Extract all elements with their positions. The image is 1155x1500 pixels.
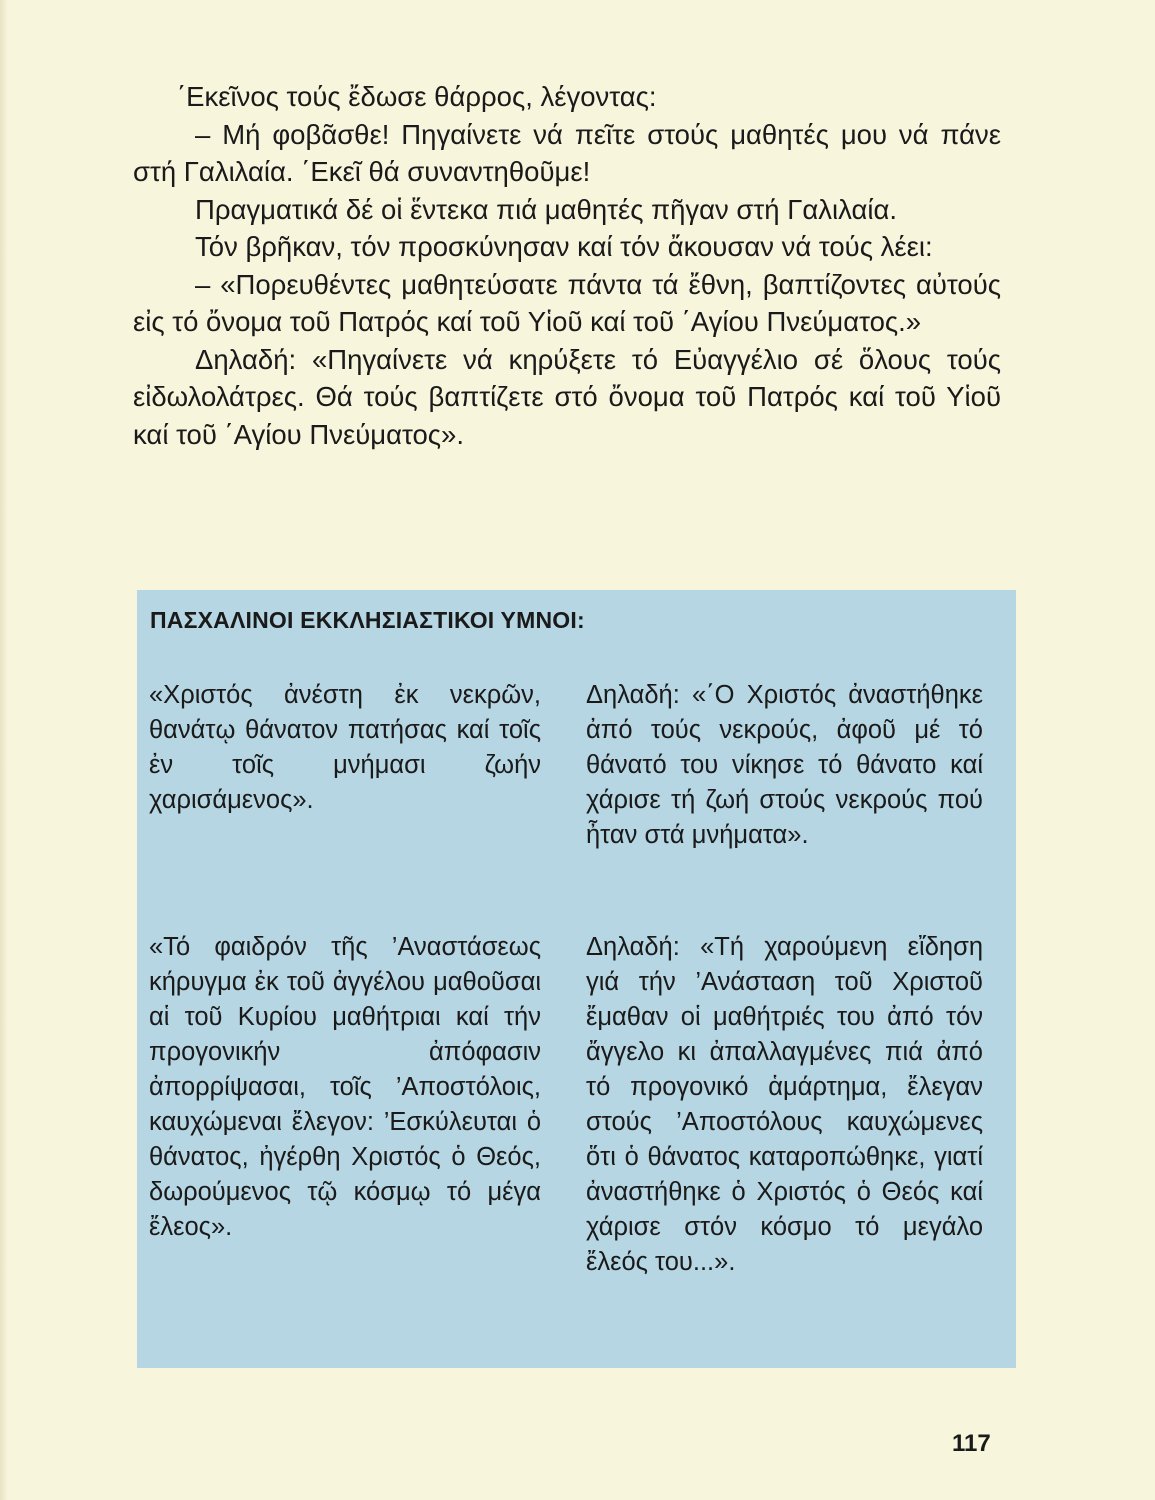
intro-paragraph: ΄Εκεῖνος τούς ἔδωσε θάρρος, λέγοντας: <box>177 81 657 112</box>
hymn-translation-column <box>586 930 983 1280</box>
page-number: 117 <box>952 1430 991 1457</box>
intro-paragraph: Πραγματικά δέ οἱ ἕντεκα πιά μαθητές πῆγαν στή Γαλιλαία. <box>195 193 897 225</box>
hymn-original-column <box>149 930 541 1245</box>
hymn-translation-text: Δηλαδή: «΄Ο Χριστός ἀναστήθηκε ἀπό τούς νεκρούς, ἀφοῦ μέ τό θάνατό του νίκησε τό θάνατο καί χάρισε τή ζωή στούς νεκρούς πού ἦταν στά μνήματα». <box>586 681 983 849</box>
hymn-translation-text: Δηλαδή: «Τή χαρούμενη εἴδηση γιά τήν ’Ανάσταση τοῦ Χριστοῦ ἔμαθαν οἱ μαθήτριές του ἀπό τόν ἄγγελο κι ἀπαλλαγμένες πιά ἀπό τό προγονικό ἁμάρτημα, ἔλεγαν στούς ’Αποστόλους καυχώμενες ὅτι ὁ θάνατος καταροπώθηκε, γιατί ἀναστήθηκε ὁ Χριστός ὁ Θεός καί χάρισε στόν κόσμο τό μεγάλο ἔλεός του...». <box>586 933 983 1276</box>
hymn-original-column <box>149 678 541 818</box>
easter-hymns-box <box>137 590 1016 1368</box>
intro-text <box>133 78 1001 453</box>
intro-paragraph: Δηλαδή: «Πηγαίνετε νά κηρύξετε τό Εὐαγγέλιο σέ ὅλους τούς εἰδωλολάτρες. Θά τούς βαπτίζετε στό ὄνομα τοῦ Πατρός καί τοῦ Υἱοῦ καί τοῦ ΄Αγίου Πνεύματος». <box>133 343 1001 450</box>
hymns-heading: ΠΑΣΧΑΛΙΝΟΙ ΕΚΚΛΗΣΙΑΣΤΙΚΟΙ ΥΜΝΟΙ: <box>150 607 585 633</box>
hymn-original-text: «Χριστός ἀνέστη ἐκ νεκρῶν, θανάτῳ θάνατον πατήσας καί τοῖς ἐν τοῖς μνήμασι ζωήν χαρισάμενος». <box>149 681 541 814</box>
hymn-original-text: «Τό φαιδρόν τῆς ’Αναστάσεως κήρυγμα ἐκ τοῦ ἀγγέλου μαθοῦσαι αἱ τοῦ Κυρίου μαθήτριαι καί τήν προγονικήν ἀπόφασιν ἀπορρίψασαι, τοῖς ’Αποστόλοις, καυχώμεναι ἔλεγον: ’Εσκύλευται ὁ θάνατος, ἠγέρθη Χριστός ὁ Θεός, δωρούμενος τῷ κόσμῳ τό μέγα ἔλεος». <box>149 933 541 1241</box>
intro-paragraph: Τόν βρῆκαν, τόν προσκύνησαν καί τόν ἄκουσαν νά τούς λέει: <box>195 231 933 262</box>
page-fold-shadow <box>0 0 8 1500</box>
intro-paragraph: – «Πορευθέντες μαθητεύσατε πάντα τά ἔθνη, βαπτίζοντες αὐτούς εἰς τό ὄνομα τοῦ Πατρός καί τοῦ Υἱοῦ καί τοῦ ΄Αγίου Πνεύματος.» <box>133 268 1001 337</box>
hymn-translation-column <box>586 678 983 853</box>
intro-paragraph: – Μή φοβᾶσθε! Πηγαίνετε νά πεῖτε στούς μαθητές μου νά πάνε στή Γαλιλαία. ΄Εκεῖ θά συναντηθοῦμε! <box>133 118 1001 187</box>
